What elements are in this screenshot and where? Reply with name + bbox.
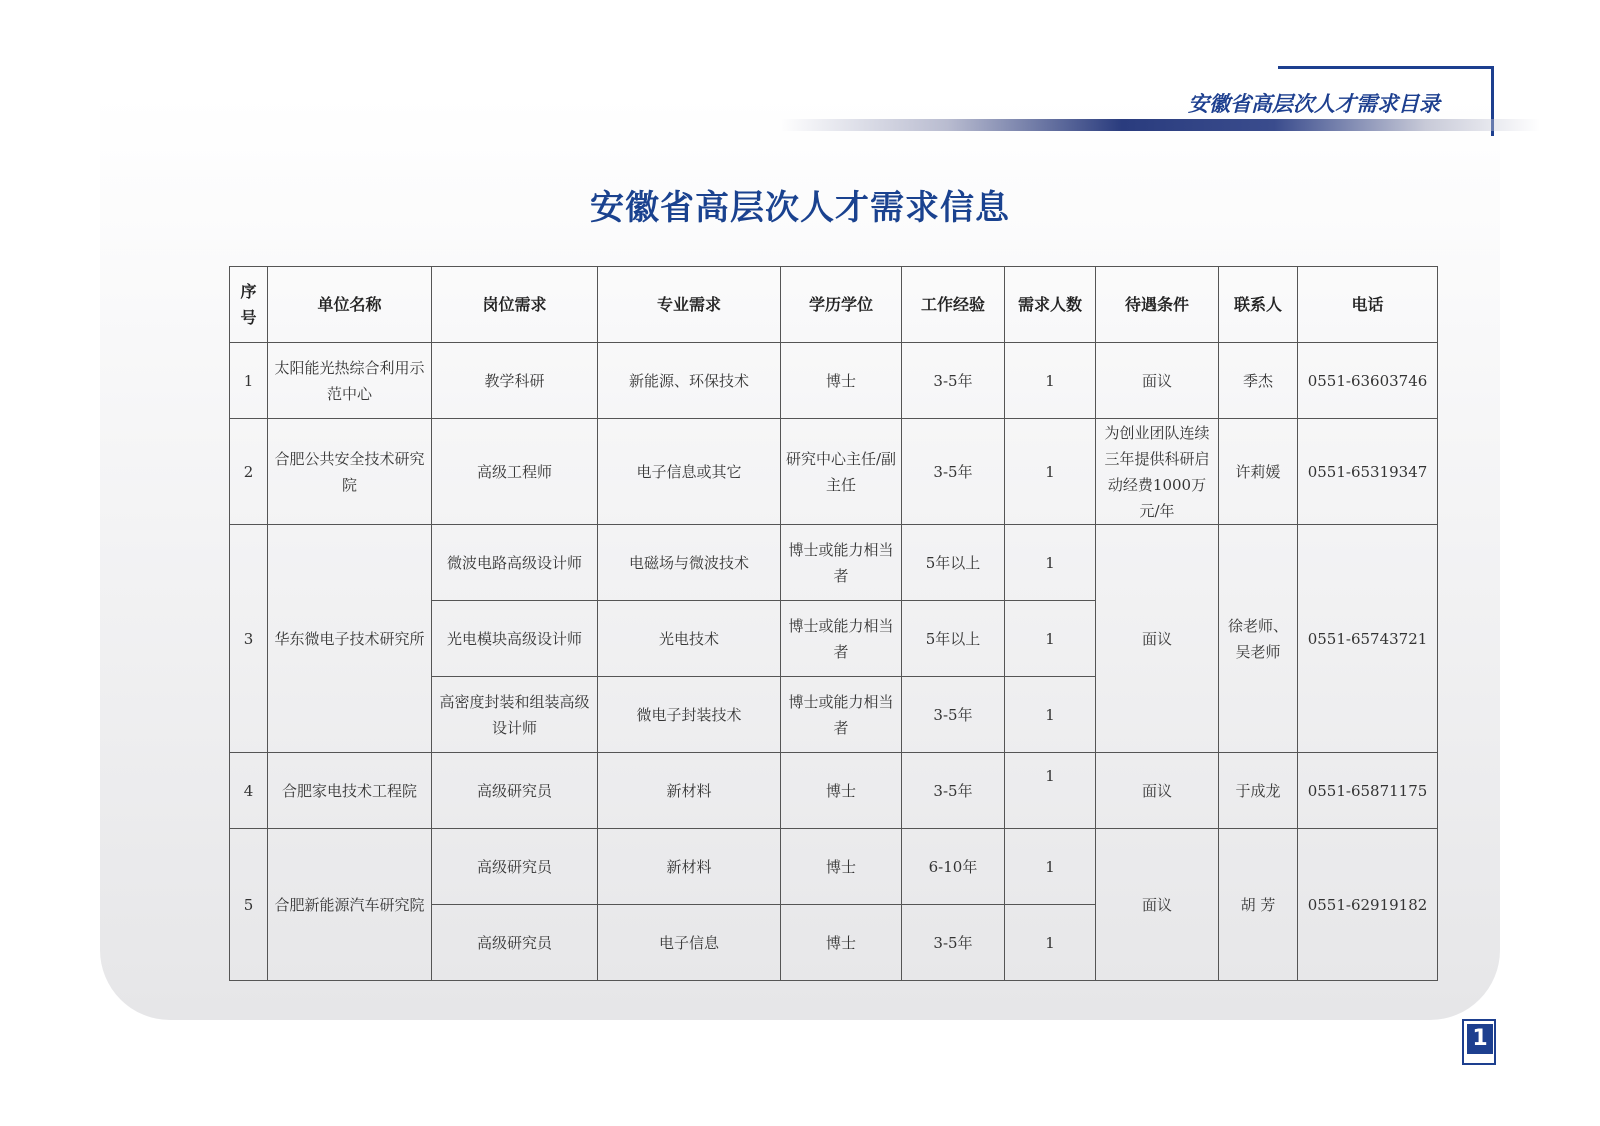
cell-phone: 0551-62919182: [1298, 829, 1438, 981]
cell-major: 新能源、环保技术: [598, 343, 781, 419]
cell-position: 教学科研: [432, 343, 598, 419]
header-contact: 联系人: [1219, 267, 1298, 343]
cell-contact: 徐老师、吴老师: [1219, 525, 1298, 753]
table-row: [230, 525, 1438, 601]
cell-position: 光电模块高级设计师: [432, 601, 598, 677]
cell-unit: 华东微电子技术研究所: [268, 525, 432, 753]
header-position: 岗位需求: [432, 267, 598, 343]
cell-position: 高级研究员: [432, 753, 598, 829]
cell-phone: 0551-63603746: [1298, 343, 1438, 419]
cell-experience: 3-5年: [902, 753, 1005, 829]
table-row: [230, 419, 1438, 525]
cell-phone: 0551-65319347: [1298, 419, 1438, 525]
cell-degree: 博士: [781, 343, 902, 419]
cell-count: 1: [1005, 601, 1096, 677]
cell-seq: 4: [230, 753, 268, 829]
catalog-title: 安徽省高层次人才需求目录: [1188, 92, 1440, 116]
cell-benefits: 面议: [1096, 753, 1219, 829]
cell-major: 电子信息: [598, 905, 781, 981]
header-seq: 序号: [230, 267, 268, 343]
cell-benefits: 面议: [1096, 525, 1219, 753]
cell-major: 新材料: [598, 753, 781, 829]
cell-degree: 博士: [781, 905, 902, 981]
cell-unit: 合肥家电技术工程院: [268, 753, 432, 829]
cell-major: 新材料: [598, 829, 781, 905]
cell-unit: 太阳能光热综合利用示范中心: [268, 343, 432, 419]
cell-seq: 2: [230, 419, 268, 525]
header-count: 需求人数: [1005, 267, 1096, 343]
cell-experience: 3-5年: [902, 905, 1005, 981]
cell-benefits: 为创业团队连续三年提供科研启动经费1000万元/年: [1096, 419, 1219, 525]
cell-seq: 3: [230, 525, 268, 753]
cell-experience: 3-5年: [902, 419, 1005, 525]
cell-position: 高级研究员: [432, 905, 598, 981]
cell-seq: 5: [230, 829, 268, 981]
cell-position: 高密度封装和组装高级设计师: [432, 677, 598, 753]
cell-count: 1: [1005, 677, 1096, 753]
cell-count: 1: [1005, 343, 1096, 419]
cell-count: 1: [1005, 905, 1096, 981]
header-benefits: 待遇条件: [1096, 267, 1219, 343]
cell-degree: 博士: [781, 753, 902, 829]
cell-experience: 3-5年: [902, 343, 1005, 419]
cell-unit: 合肥公共安全技术研究院: [268, 419, 432, 525]
page-number-badge: [1462, 1019, 1496, 1065]
cell-unit: 合肥新能源汽车研究院: [268, 829, 432, 981]
cell-benefits: 面议: [1096, 343, 1219, 419]
cell-major: 电子信息或其它: [598, 419, 781, 525]
cell-position: 微波电路高级设计师: [432, 525, 598, 601]
cell-count: 1: [1005, 829, 1096, 905]
cell-degree: 研究中心主任/副主任: [781, 419, 902, 525]
cell-phone: 0551-65743721: [1298, 525, 1438, 753]
cell-count: 1: [1005, 525, 1096, 601]
talent-demand-table: [229, 266, 1438, 981]
cell-contact: 胡 芳: [1219, 829, 1298, 981]
cell-phone: 0551-65871175: [1298, 753, 1438, 829]
header-experience: 工作经验: [902, 267, 1005, 343]
cell-experience: 6-10年: [902, 829, 1005, 905]
cell-major: 微电子封装技术: [598, 677, 781, 753]
cell-benefits: 面议: [1096, 829, 1219, 981]
table-row: [230, 753, 1438, 829]
header-degree: 学历学位: [781, 267, 902, 343]
cell-contact: 许莉媛: [1219, 419, 1298, 525]
cell-degree: 博士或能力相当者: [781, 677, 902, 753]
cell-degree: 博士: [781, 829, 902, 905]
cell-count: 1: [1005, 753, 1096, 829]
cell-contact: 于成龙: [1219, 753, 1298, 829]
table-row: [230, 343, 1438, 419]
header-unit: 单位名称: [268, 267, 432, 343]
cell-major: 电磁场与微波技术: [598, 525, 781, 601]
cell-degree: 博士或能力相当者: [781, 525, 902, 601]
cell-major: 光电技术: [598, 601, 781, 677]
cell-degree: 博士或能力相当者: [781, 601, 902, 677]
cell-position: 高级工程师: [432, 419, 598, 525]
page-title: 安徽省高层次人才需求信息: [590, 188, 1010, 228]
header-divider: [780, 119, 1540, 131]
header-major: 专业需求: [598, 267, 781, 343]
header-phone: 电话: [1298, 267, 1438, 343]
table-row: [230, 829, 1438, 905]
cell-experience: 5年以上: [902, 601, 1005, 677]
table-header-row: [230, 267, 1438, 343]
cell-seq: 1: [230, 343, 268, 419]
cell-count: 1: [1005, 419, 1096, 525]
cell-contact: 季杰: [1219, 343, 1298, 419]
cell-experience: 5年以上: [902, 525, 1005, 601]
cell-position: 高级研究员: [432, 829, 598, 905]
cell-experience: 3-5年: [902, 677, 1005, 753]
page-number: 1: [1467, 1024, 1493, 1054]
